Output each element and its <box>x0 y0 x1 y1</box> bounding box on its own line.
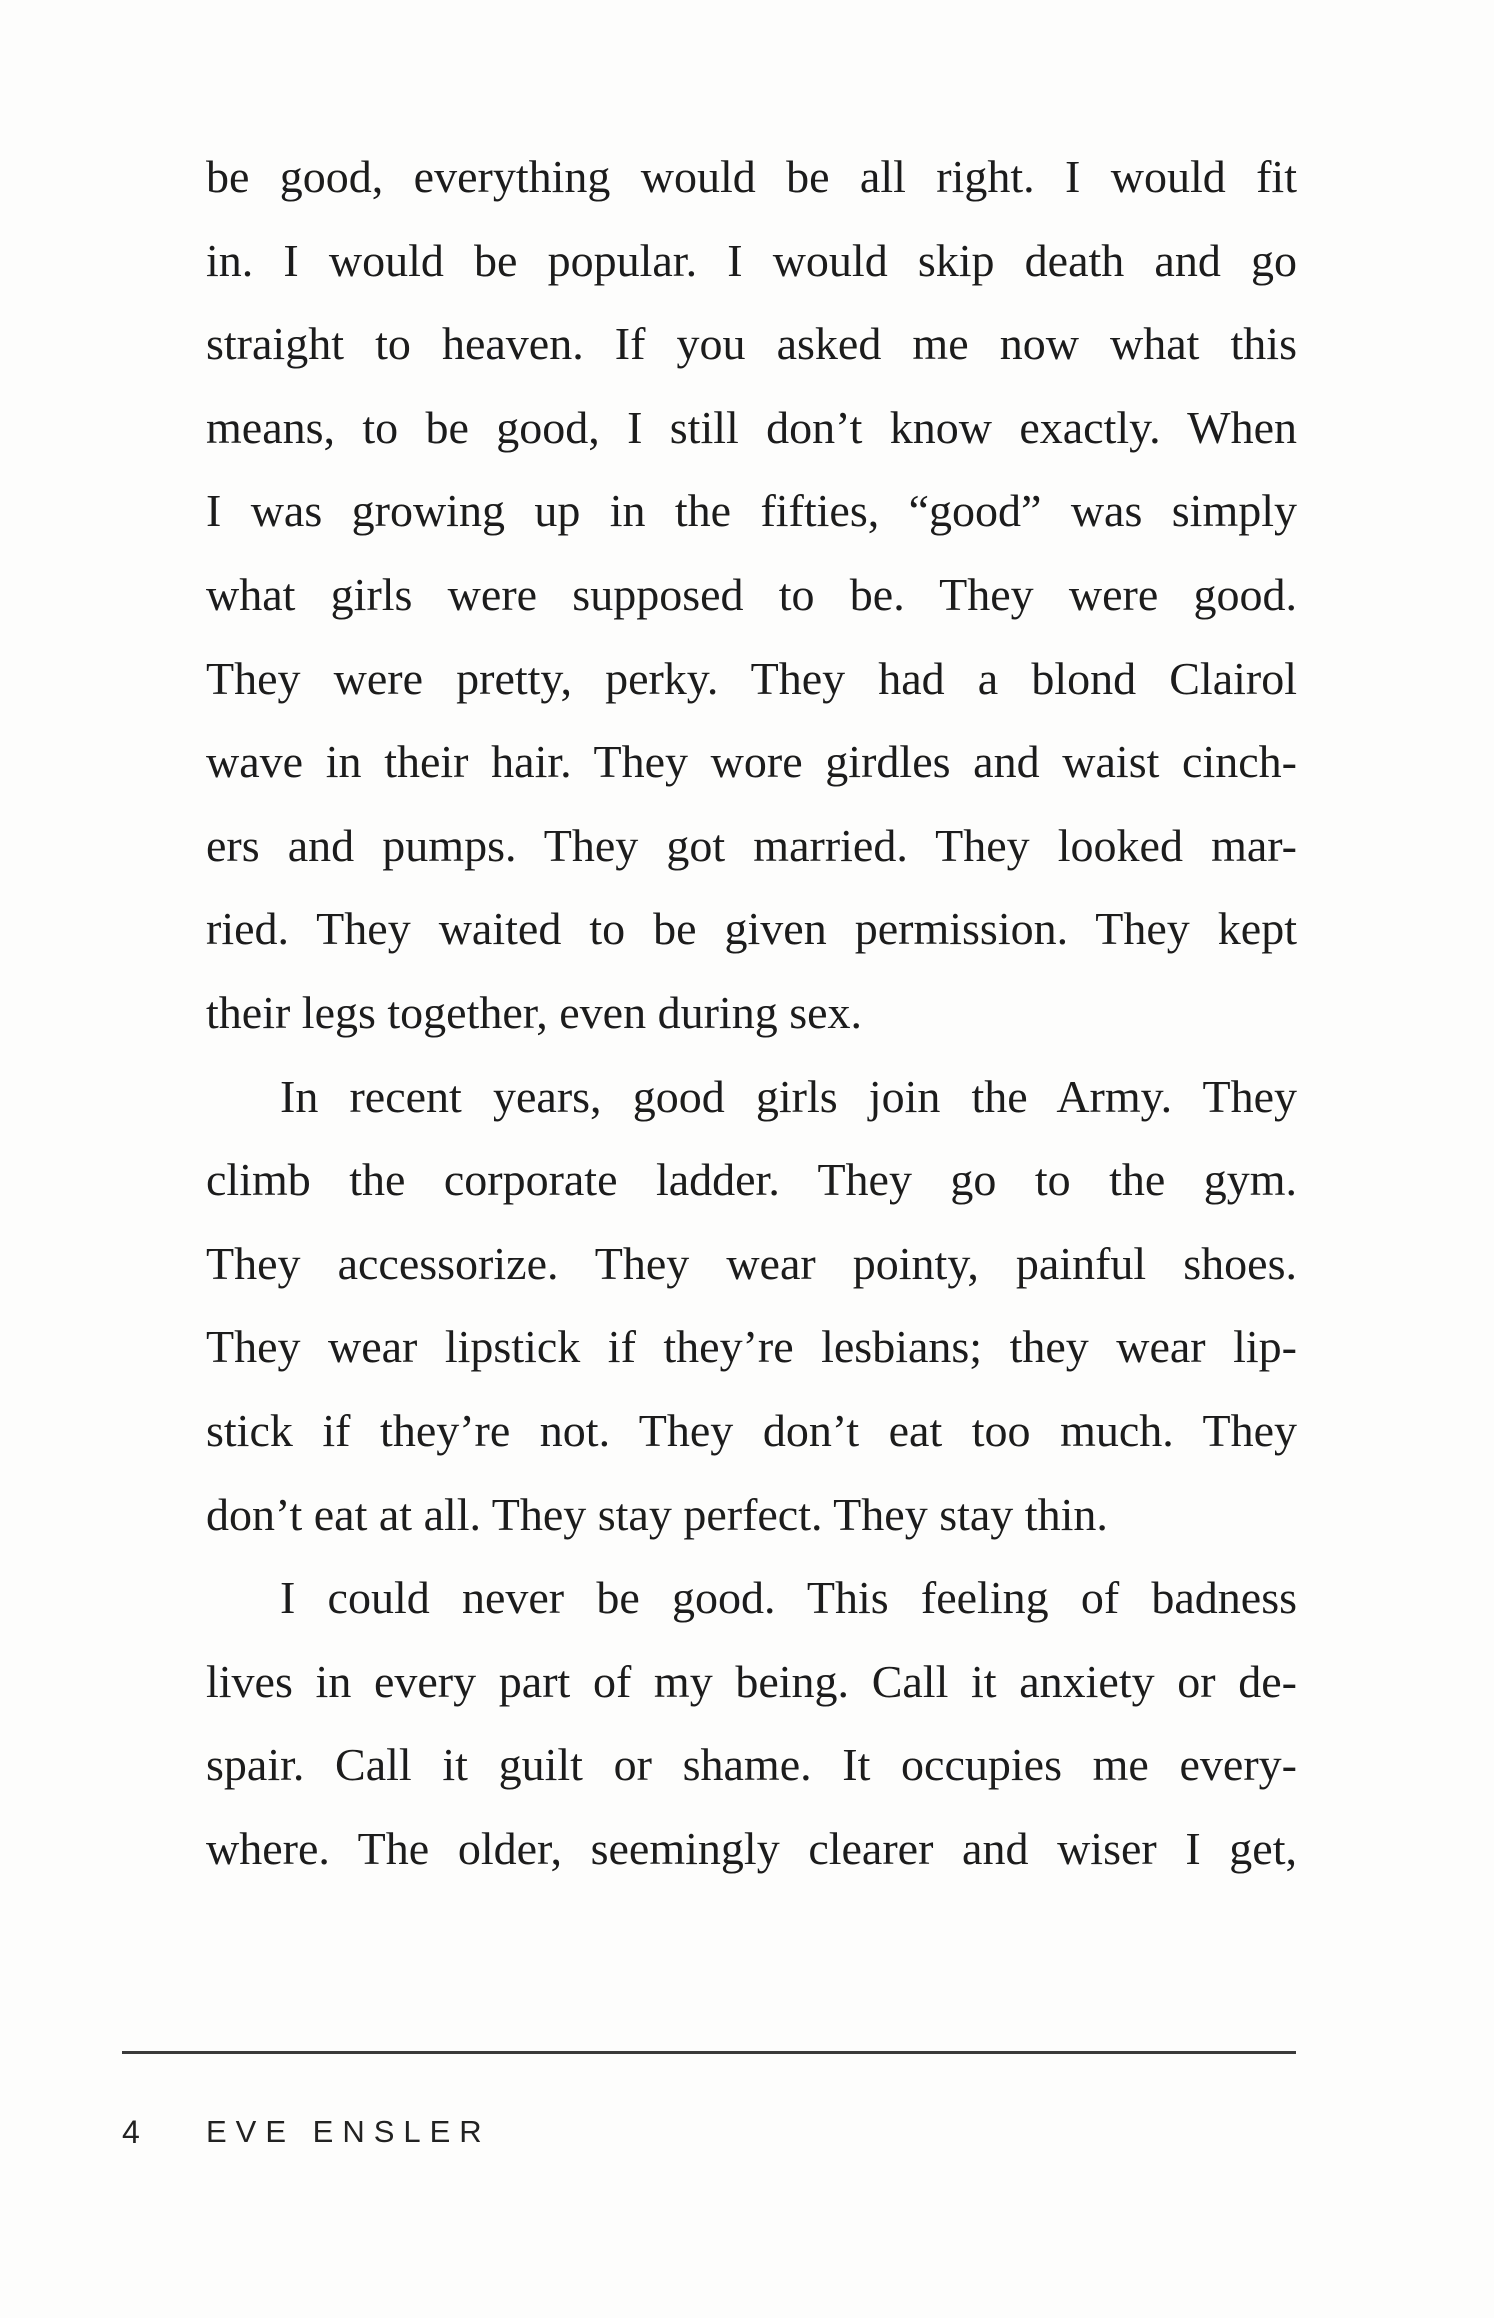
page-number: 4 <box>122 2114 140 2150</box>
text-line: their legs together, even during sex. <box>206 986 863 1038</box>
text-line: in. I would be popular. I would skip death and go <box>206 234 1297 286</box>
running-footer-author: EVE ENSLER <box>206 2114 491 2149</box>
text-line: I was growing up in the fifties, “good” was simply <box>206 485 1297 537</box>
text-line: means, to be good, I still don’t know exactly. When <box>206 401 1297 453</box>
text-line: ried. They waited to be given permission. They kept <box>206 903 1297 955</box>
text-line: stick if they’re not. They don’t eat too much. They <box>206 1404 1297 1456</box>
text-line: where. The older, seemingly clearer and wiser I get, <box>206 1822 1297 1874</box>
text-line: They wear lipstick if they’re lesbians; they wear lip- <box>206 1321 1297 1373</box>
text-line: lives in every part of my being. Call it anxiety or de- <box>206 1655 1297 1707</box>
text-line: They were pretty, perky. They had a blond Clairol <box>206 652 1297 704</box>
text-line: ers and pumps. They got married. They looked mar- <box>206 819 1297 871</box>
text-line: don’t eat at all. They stay perfect. They stay thin. <box>206 1488 1108 1540</box>
text-line: spair. Call it guilt or shame. It occupies me every- <box>206 1739 1297 1791</box>
text-line: They accessorize. They wear pointy, painful shoes. <box>206 1237 1297 1289</box>
text-line: straight to heaven. If you asked me now what this <box>206 318 1297 370</box>
text-line: climb the corporate ladder. They go to the gym. <box>206 1154 1297 1206</box>
footer-rule <box>122 2051 1296 2054</box>
text-line: wave in their hair. They wore girdles and waist cinch- <box>206 736 1297 788</box>
text-line: be good, everything would be all right. I would fit <box>206 151 1297 202</box>
text-line: I could never be good. This feeling of badness <box>280 1572 1297 1624</box>
body-text <box>206 135 1297 1890</box>
text-line: In recent years, good girls join the Army. They <box>280 1070 1297 1122</box>
text-line: what girls were supposed to be. They were good. <box>206 568 1297 620</box>
